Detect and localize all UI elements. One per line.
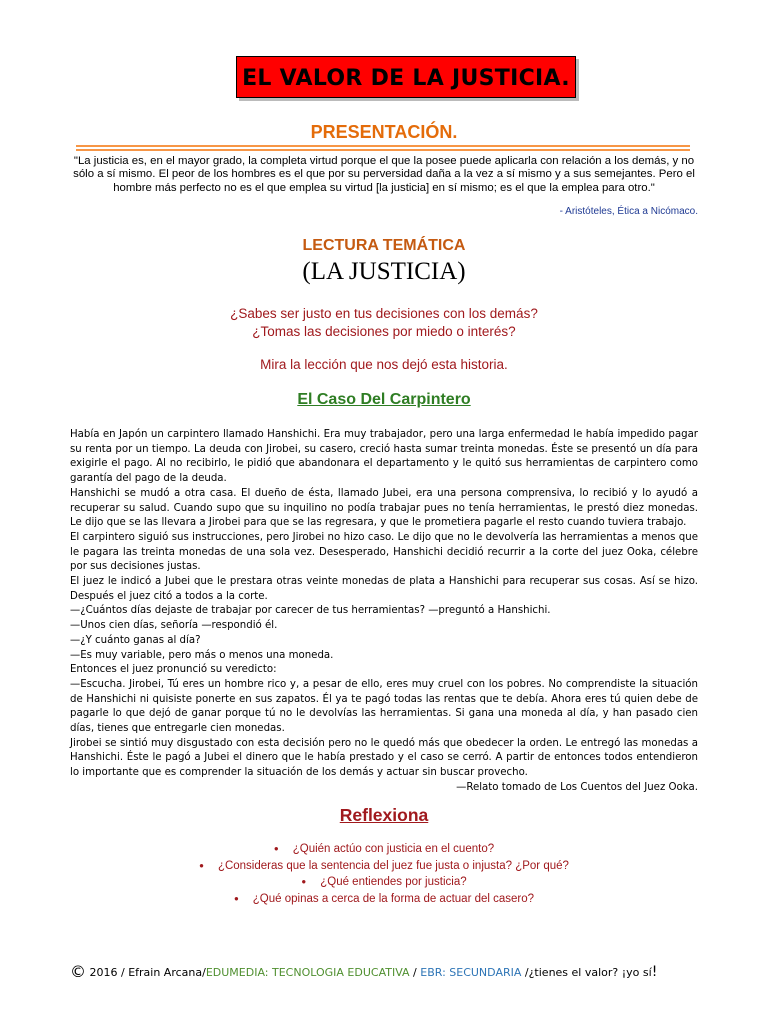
page-title: EL VALOR DE LA JUSTICIA. — [242, 66, 570, 91]
section-heading-reflexiona: Reflexiona — [339, 805, 429, 825]
footer-ebr: EBR: SECUNDARIA — [420, 966, 522, 979]
footer-yosi: ¡yo sí — [621, 966, 652, 979]
section-subtitle-justicia: (LA JUSTICIA) — [302, 258, 466, 285]
story-paragraph: El carpintero siguió sus instrucciones, pero Jirobei no hizo caso. Le dijo que no le devolvería las herramientas a menos que le pagara las treinta monedas de una sola vez. Desesperado, Hanshichi decidió recurrir a la corte del juez Ooka, célebre por sus decisiones justas. — [70, 531, 698, 573]
story-paragraph: Había en Japón un carpintero llamado Hanshichi. Era muy trabajador, pero una larga enfermedad le había impedido pagar su renta por un tiempo. La deuda con Jirobei, su casero, creció hasta sumar treinta monedas. Éste se presentó un día para exigirle el pago. Al no recibirlo, le pidió que abandonara el departamento y le quitó sus herramientas de carpintero como garantía del pago de la deuda. — [70, 429, 698, 485]
list-item-text: ¿Qué opinas a cerca de la forma de actuar del casero? — [252, 893, 535, 906]
footer-tecnologia: TECNOLOGIA EDUCATIVA — [272, 966, 410, 979]
bullet-icon: ● — [301, 877, 307, 887]
list-item-text: ¿Consideras que la sentencia del juez fue justa o injusta? ¿Por qué? — [217, 859, 569, 872]
bullet-icon: ● — [199, 860, 204, 870]
story-paragraph: Entonces el juez pronunció su veredicto: — [70, 664, 277, 676]
story-paragraph: Jirobei se sintió muy disgustado con esta decisión pero no le quedó más que obedecer la orden. Le entregó las monedas a Hanshichi. Éste le pagó a Jubei el dinero que le había prestado y el caso se cerró. A partir de entonces todos entendieron lo importante que es comprender la situación de los demás y actuar sin buscar provecho. — [70, 737, 698, 779]
footer-separator: / — [409, 966, 421, 979]
list-item — [0, 858, 768, 875]
copyright-icon: © — [70, 962, 86, 981]
footer-author: 2016 / Efrain Arcana/ — [89, 966, 206, 979]
list-item — [0, 841, 768, 858]
story-paragraph: Hanshichi se mudó a otra casa. El dueño de ésta, llamado Jubei, era una persona comprensiva, lo recibió y lo ayudó a recuperar su salud. Cuando supo que su inquilino no podía trabajar pues no tenía herramientas, le prestó diez monedas. Le dijo que se las llevara a Jirobei para que se las regresara, y que le prometiera pagarle el resto cuando tuviera trabajo. — [70, 487, 698, 529]
question-line: ¿Sabes ser justo en tus decisiones con los demás? — [230, 306, 538, 321]
quote-source: - Aristóteles, Ética a Nicómaco. — [559, 206, 698, 217]
divider-line — [76, 145, 690, 147]
footer-question: /¿tienes el valor? — [521, 966, 622, 979]
story-paragraph: —Es muy variable, pero más o menos una moneda. — [70, 649, 334, 661]
footer-exclaim: ! — [651, 964, 658, 980]
list-item — [0, 874, 768, 891]
list-item-text: ¿Qué entiendes por justicia? — [320, 876, 467, 889]
page-footer — [70, 962, 657, 981]
title-box — [236, 56, 576, 98]
story-paragraph: —Unos cien días, señoría —respondió él. — [70, 620, 278, 632]
bullet-icon: ● — [233, 894, 239, 904]
bullet-icon: ● — [273, 844, 279, 853]
story-paragraph: —Escucha. Jirobei, Tú eres un hombre rico y, a pesar de ello, eres muy cruel con los pobres. No comprendiste la situación de Hanshichi ni quisiste ponerte en sus zapatos. Él ya te pagó todas las rentas que te debía. Ahora eres tú quien debe de pagarle lo que dejó de ganar porque tú no le devolvías las herramientas. Si gana una moneda al día, y han pasado cien días, tienes que entregarle cien monedas. — [70, 678, 698, 735]
story-signature: —Relato tomado de Los Cuentos del Juez Ooka. — [456, 781, 698, 793]
intro-line: Mira la lección que nos dejó esta historia. — [260, 357, 508, 372]
list-item — [0, 891, 768, 908]
story-paragraph: —¿Cuántos días dejaste de trabajar por carecer de tus herramientas? —preguntó a Hanshichi. — [70, 605, 551, 617]
section-heading-lectura: LECTURA TEMÁTICA — [302, 237, 466, 254]
reflexiona-list — [0, 841, 768, 908]
story-paragraph: —¿Y cuánto ganas al día? — [70, 634, 201, 646]
story-body — [70, 428, 698, 796]
story-title: El Caso Del Carpintero — [297, 391, 471, 408]
list-item-text: ¿Quién actúo con justicia en el cuento? — [292, 843, 495, 855]
quote-text: "La justicia es, en el mayor grado, la completa virtud porque el que la posee puede aplicarla con relación a los demás, y no sólo a sí mismo. El peor de los hombres es el que por su perversidad daña a la vez a sí mismo y a sus semejantes. Pero el hombre más perfecto no es el que emplea su virtud [la justicia] en sí mismo; es el que la emplea para otro." — [73, 155, 695, 194]
footer-edumedia: EDUMEDIA: — [205, 966, 272, 979]
divider-line — [76, 149, 690, 151]
question-line: ¿Tomas las decisiones por miedo o interés? — [252, 324, 516, 339]
section-heading-presentacion: PRESENTACIÓN. — [310, 122, 458, 142]
story-paragraph: El juez le indicó a Jubei que le prestara otras veinte monedas de plata a Hanshichi para recuperar sus cosas. Así se hizo. Después el juez citó a todos a la corte. — [70, 576, 698, 602]
